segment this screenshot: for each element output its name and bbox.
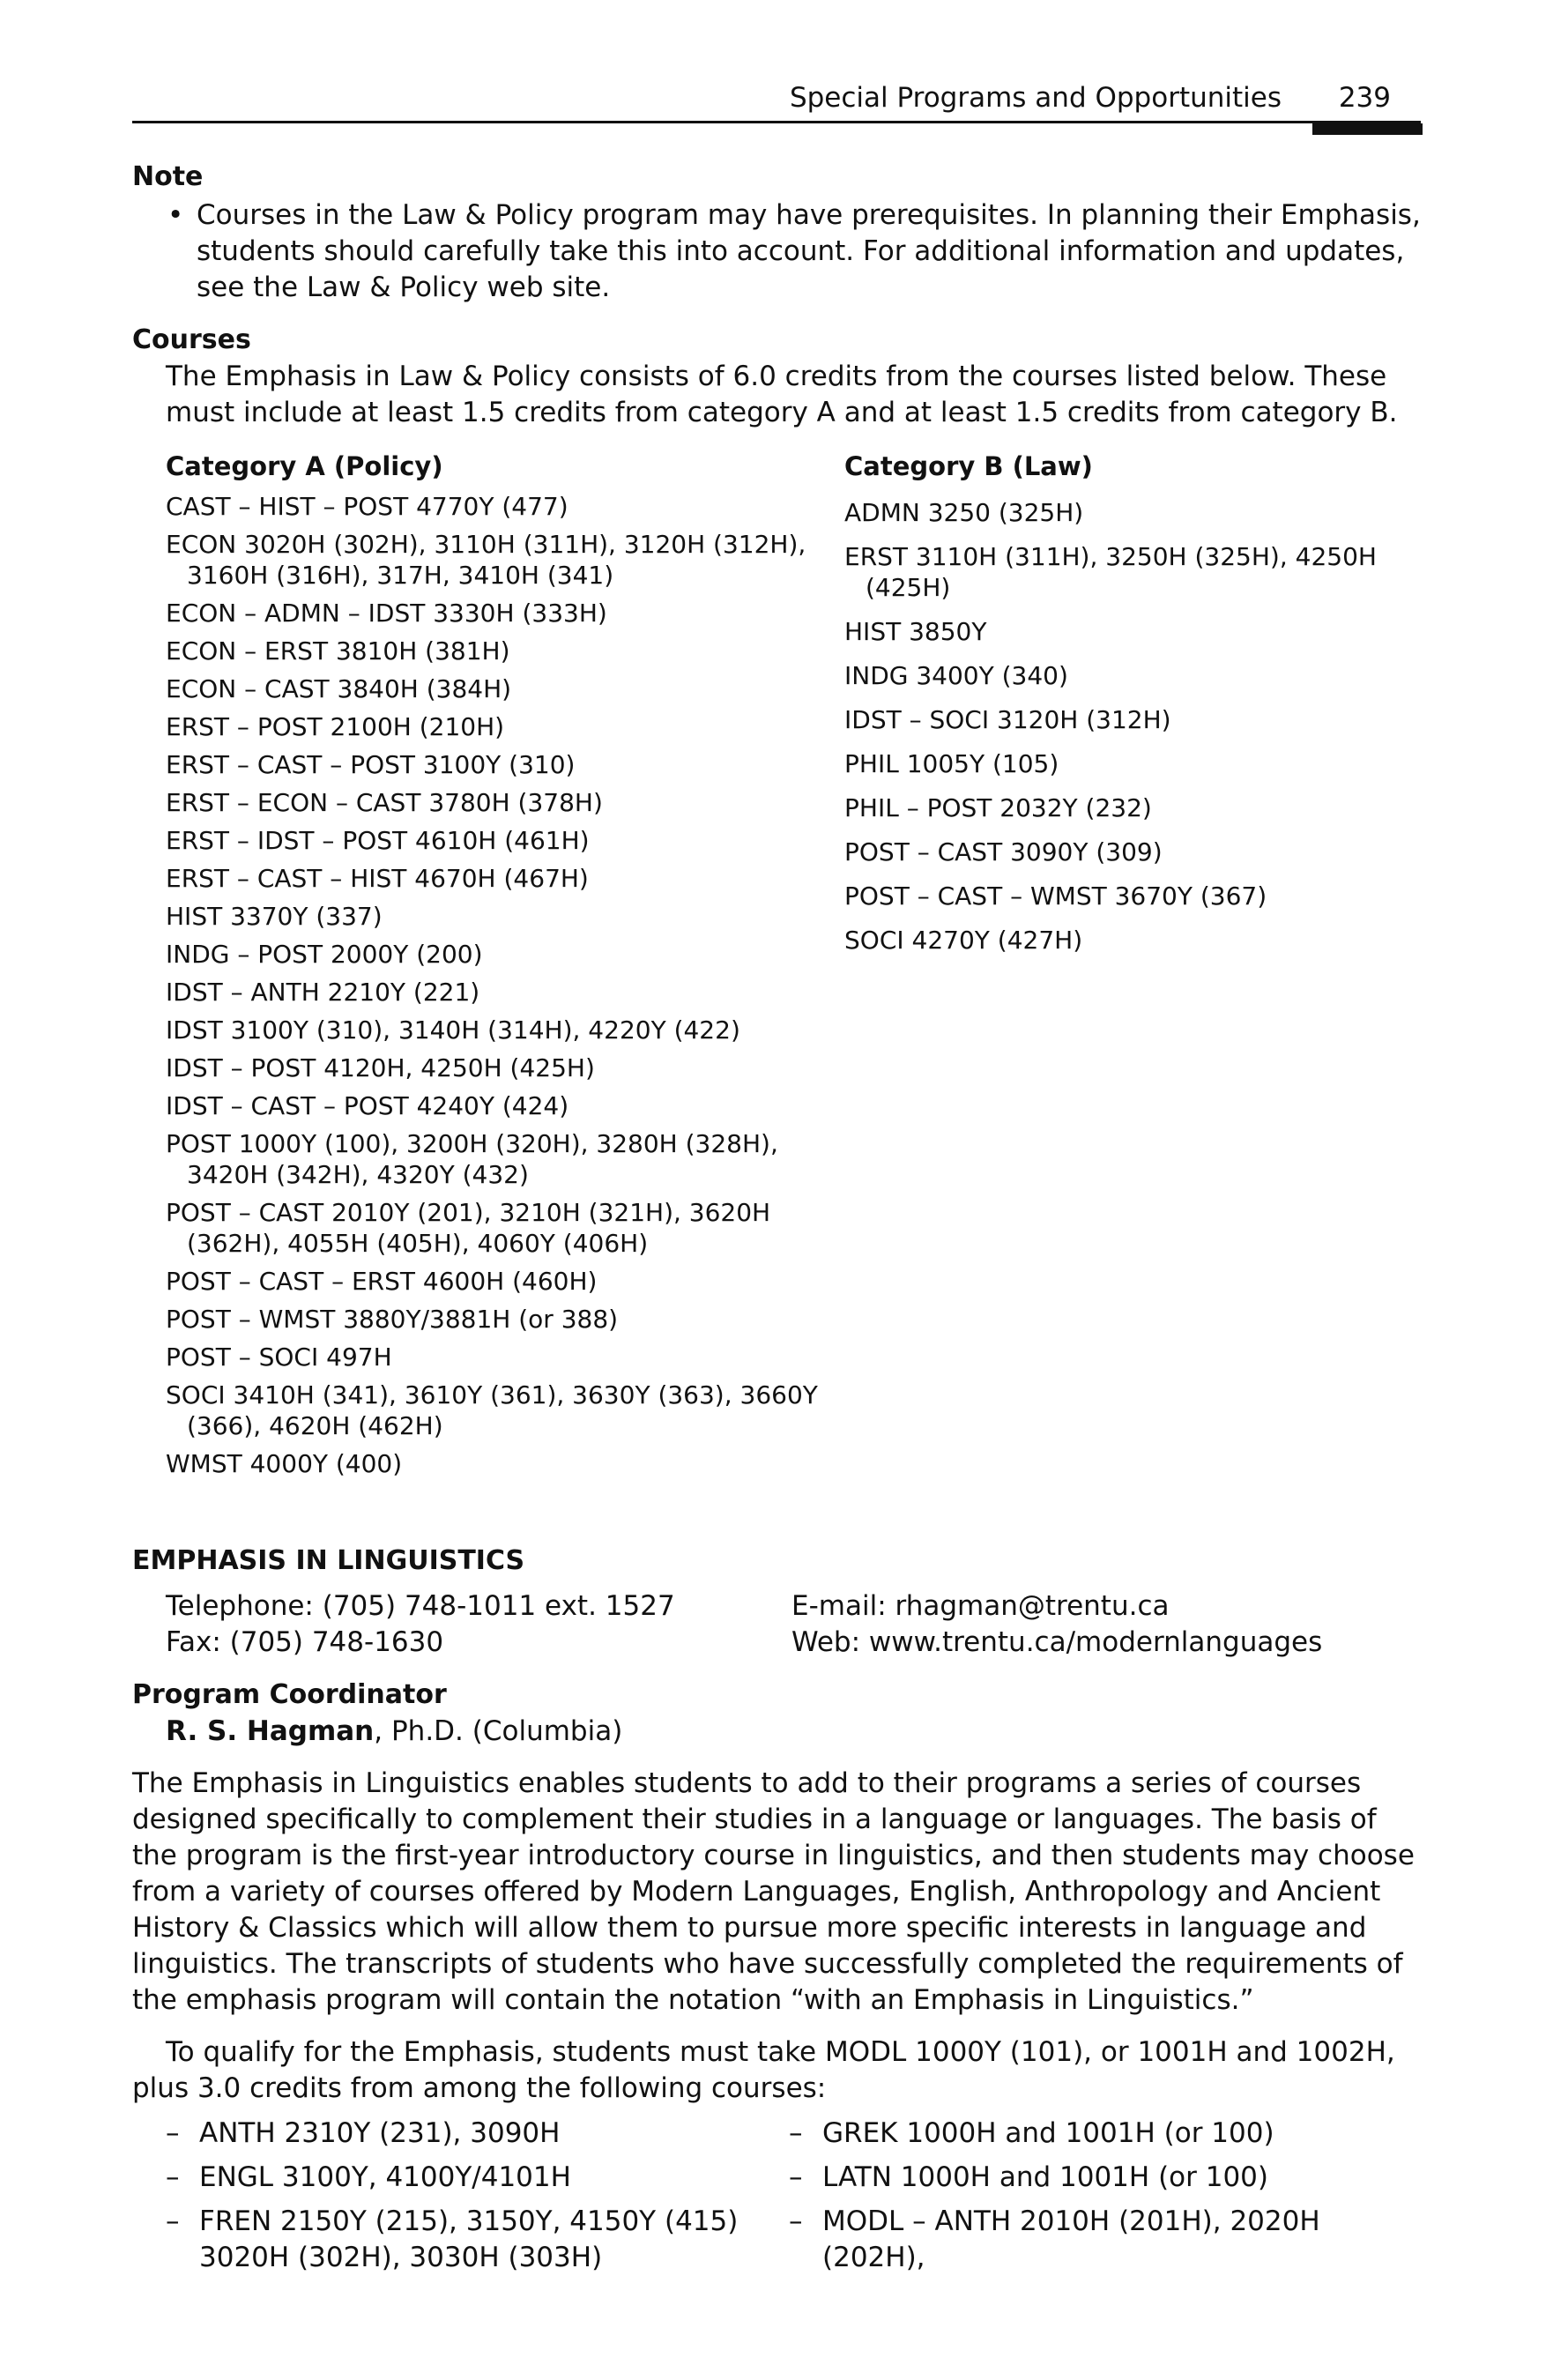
list-item: INDG – POST 2000Y (200)	[166, 940, 483, 969]
list-item: POST – WMST 3880Y/3881H (or 388)	[166, 1305, 619, 1334]
header-title: Special Programs and Opportunities	[789, 82, 1282, 114]
linguistics-course-columns	[132, 2116, 1421, 2284]
coordinator	[132, 1714, 1421, 1750]
courses-intro: The Emphasis in Law & Policy consists of 6.0 credits from the courses listed below. These must include at least 1.5 credits from category A and at least 1.5 credits from category B.	[166, 361, 1398, 428]
dash-icon: –	[789, 2205, 803, 2237]
linguistics-heading: EMPHASIS IN LINGUISTICS	[132, 1545, 525, 1576]
list-item-text: GREK 1000H and 1001H (or 100)	[822, 2117, 1274, 2149]
list-item: ERST – IDST – POST 4610H (461H)	[166, 826, 590, 855]
page-content	[132, 159, 1421, 2284]
list-item: ERST – CAST – POST 3100Y (310)	[166, 750, 576, 779]
running-header	[132, 79, 1421, 123]
list-item: POST – CAST 3090Y (309)	[844, 837, 1163, 866]
category-b-column	[844, 449, 1417, 1479]
list-item: WMST 4000Y (400)	[166, 1449, 403, 1478]
list-item: CAST – HIST – POST 4770Y (477)	[166, 492, 568, 521]
web: Web: www.trentu.ca/modernlanguages	[791, 1626, 1323, 1658]
dash-icon: –	[789, 2161, 803, 2193]
note-list	[132, 197, 1421, 306]
list-item: ERST – POST 2100H (210H)	[166, 712, 505, 741]
fax: Fax: (705) 748-1630	[166, 1626, 444, 1658]
contact-left	[166, 1588, 791, 1661]
linguistics-paragraph-2: To qualify for the Emphasis, students must take MODL 1000Y (101), or 1001H and 1002H, plus 3.0 credits from among the following courses:	[132, 2036, 1395, 2104]
list-item: ECON – CAST 3840H (384H)	[166, 674, 512, 703]
list-item-text: FREN 2150Y (215), 3150Y, 4150Y (415) 3020H (302H), 3030H (303H)	[199, 2205, 739, 2273]
category-a-column	[166, 449, 844, 1479]
list-item	[789, 2160, 1421, 2196]
list-item: SOCI 3410H (341), 3610Y (361), 3630Y (363), 3660Y (366), 4620H (462H)	[166, 1380, 818, 1440]
list-item: IDST – SOCI 3120H (312H)	[844, 705, 1171, 734]
list-item: PHIL – POST 2032Y (232)	[844, 793, 1152, 822]
list-item-text: ENGL 3100Y, 4100Y/4101H	[199, 2161, 571, 2193]
dash-icon: –	[166, 2205, 180, 2237]
coordinator-heading: Program Coordinator	[132, 1679, 447, 1710]
category-b-heading: Category B (Law)	[844, 451, 1093, 481]
list-item-text: MODL – ANTH 2010H (201H), 2020H (202H),	[822, 2205, 1320, 2273]
list-item-text: ANTH 2310Y (231), 3090H	[199, 2117, 561, 2149]
dash-icon: –	[166, 2161, 180, 2193]
contact-info	[132, 1588, 1421, 1661]
courses-heading: Courses	[132, 324, 251, 355]
list-item: ECON 3020H (302H), 3110H (311H), 3120H (312H), 3160H (316H), 317H, 3410H (341)	[166, 530, 806, 590]
list-item: ERST – CAST – HIST 4670H (467H)	[166, 864, 589, 893]
category-a-heading: Category A (Policy)	[166, 451, 443, 481]
header-rule-bar	[1312, 123, 1423, 135]
coordinator-degree: , Ph.D. (Columbia)	[374, 1715, 623, 1747]
list-item: ADMN 3250 (325H)	[844, 498, 1084, 527]
list-item: ERST – ECON – CAST 3780H (378H)	[166, 788, 603, 817]
list-item: ERST 3110H (311H), 3250H (325H), 4250H (425H)	[844, 542, 1377, 602]
linguistics-right-column	[789, 2116, 1421, 2284]
list-item: PHIL 1005Y (105)	[844, 749, 1059, 778]
list-item: HIST 3370Y (337)	[166, 902, 383, 931]
list-item: POST – SOCI 497H	[166, 1342, 392, 1372]
list-item-text: LATN 1000H and 1001H (or 100)	[822, 2161, 1268, 2193]
list-item: ECON – ADMN – IDST 3330H (333H)	[166, 599, 607, 628]
category-columns	[132, 449, 1421, 1479]
linguistics-left-column	[166, 2116, 789, 2284]
list-item: HIST 3850Y	[844, 617, 987, 646]
coordinator-name: R. S. Hagman	[166, 1715, 375, 1747]
list-item: INDG 3400Y (340)	[844, 661, 1068, 690]
note-bullet-text: Courses in the Law & Policy program may have prerequisites. In planning their Emphasis, students should carefully take this into account. For additional information and updates, see the Law & Policy web site.	[197, 199, 1421, 303]
contact-right	[791, 1588, 1322, 1661]
note-bullet-item	[132, 197, 1421, 306]
list-item: IDST – CAST – POST 4240Y (424)	[166, 1091, 569, 1120]
list-item: IDST – POST 4120H, 4250H (425H)	[166, 1053, 595, 1082]
list-item: ECON – ERST 3810H (381H)	[166, 636, 510, 666]
list-item	[789, 2204, 1421, 2276]
list-item	[166, 2160, 789, 2196]
dash-icon: –	[166, 2117, 180, 2149]
bullet-icon: •	[167, 199, 184, 231]
list-item: IDST 3100Y (310), 3140H (314H), 4220Y (422)	[166, 1015, 740, 1045]
list-item	[166, 2116, 789, 2152]
list-item: POST – CAST – WMST 3670Y (367)	[844, 881, 1267, 911]
email: E-mail: rhagman@trentu.ca	[791, 1590, 1170, 1622]
list-item: POST – CAST 2010Y (201), 3210H (321H), 3620H (362H), 4055H (405H), 4060Y (406H)	[166, 1198, 771, 1258]
list-item: POST 1000Y (100), 3200H (320H), 3280H (328H), 3420H (342H), 4320Y (432)	[166, 1129, 778, 1189]
dash-icon: –	[789, 2117, 803, 2149]
list-item: SOCI 4270Y (427H)	[844, 926, 1083, 955]
note-heading: Note	[132, 161, 204, 192]
list-item	[166, 2204, 789, 2276]
list-item	[789, 2116, 1421, 2152]
telephone: Telephone: (705) 748-1011 ext. 1527	[166, 1590, 675, 1622]
page-number: 239	[1338, 82, 1391, 114]
list-item: POST – CAST – ERST 4600H (460H)	[166, 1267, 598, 1296]
linguistics-paragraph-1: The Emphasis in Linguistics enables students to add to their programs a series of courses designed specifically to complement their studies in a language or languages. The basis of the program is the first-year introductory course in linguistics, and then students may choose from a variety of courses offered by Modern Languages, English, Anthropology and Ancient History & Classics which will allow them to pursue more specific interests in language and linguistics. The transcripts of students who have successfully completed the requirements of the emphasis program will contain the notation “with an Emphasis in Linguistics.”	[132, 1767, 1415, 2016]
list-item: IDST – ANTH 2210Y (221)	[166, 978, 480, 1007]
